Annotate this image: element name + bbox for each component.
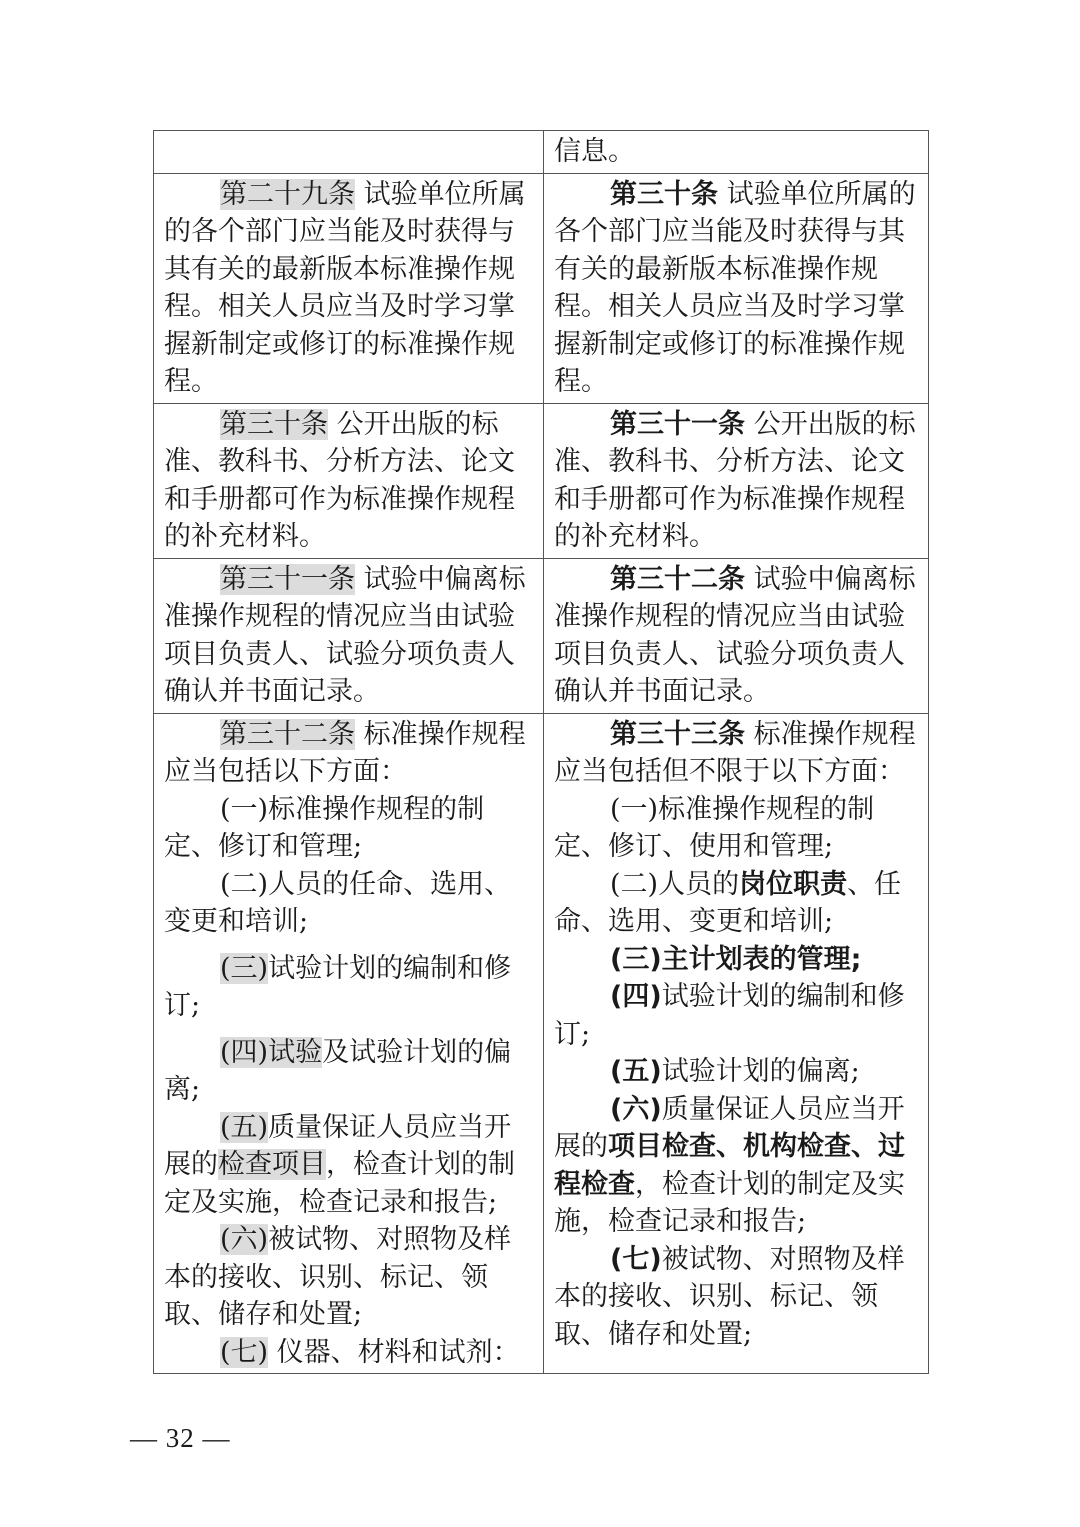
bold-revision-text: 第三十二条: [610, 563, 745, 595]
clause-text: 试验计划的偏离;: [661, 1056, 860, 1087]
clause-text: 公开出版的标准、教科书、分析方法、论文和手册都可作为标准操作规程的补充材料。: [554, 408, 916, 552]
highlighted-text: (三): [220, 952, 269, 984]
bold-revision-text: (三)主计划表的管理;: [610, 943, 862, 975]
clause-paragraph: [164, 866, 535, 941]
clause-paragraph: [554, 1241, 920, 1354]
clause-paragraph: [164, 1221, 535, 1334]
clause-text: 标准操作规程应当包括但不限于以下方面：: [554, 718, 916, 787]
clause-paragraph: [554, 941, 920, 979]
bold-revision-text: (六): [610, 1093, 662, 1125]
page-number: — 32 —: [130, 1423, 231, 1453]
clause-text: 被试物、对照物及样本的接收、识别、标记、领取、储存和处置;: [554, 1243, 905, 1350]
clause-text: 质量保证人员应当开展的: [164, 1111, 512, 1180]
highlighted-text: 第三十二条: [220, 718, 355, 750]
revised-text-cell: [544, 131, 929, 174]
revised-text-cell: [544, 403, 929, 558]
table-row: [154, 558, 929, 713]
bold-revision-text: 项目检查、机构检查、过程检查: [554, 1131, 905, 1200]
clause-paragraph: [164, 1334, 535, 1372]
clause-text: 信息。: [554, 136, 635, 167]
clause-text: 公开出版的标准、教科书、分析方法、论文和手册都可作为标准操作规程的补充材料。: [164, 408, 515, 552]
clause-paragraph: [554, 1091, 920, 1241]
clause-text: (一)标准操作规程的制定、修订和管理;: [164, 793, 485, 862]
highlighted-text: (五): [220, 1111, 269, 1143]
clause-paragraph: [554, 1053, 920, 1091]
clause-text: 试验计划的编制和修订;: [164, 952, 512, 1021]
clause-text: 被试物、对照物及样本的接收、识别、标记、领取、储存和处置;: [164, 1224, 512, 1330]
clause-text: (一)标准操作规程的制定、修订、使用和管理;: [554, 793, 875, 862]
clause-paragraph: [164, 176, 535, 401]
clause-text: 试验中偏离标准操作规程的情况应当由试验项目负责人、试验分项负责人确认并书面记录。: [554, 563, 916, 707]
bold-revision-text: (五): [610, 1056, 662, 1087]
clause-text: 试验单位所属的各个部门应当能及时获得与其有关的最新版本标准操作规程。相关人员应当及时学习掌握新制定或修订的标准操作规程。: [554, 178, 916, 397]
clause-paragraph: [164, 791, 535, 866]
clause-paragraph: [554, 716, 920, 791]
highlighted-text: 第三十条: [220, 408, 328, 440]
table-row: [154, 713, 929, 1374]
table-row: [154, 173, 929, 403]
clause-paragraph: [554, 978, 920, 1053]
highlighted-text: (四)试验: [220, 1036, 323, 1068]
clause-text: 试验计划的编制和修订;: [554, 981, 905, 1050]
original-text-cell: [154, 403, 544, 558]
clause-paragraph: [164, 1109, 535, 1222]
comparison-table: [153, 130, 929, 1374]
bold-revision-text: 第三十三条: [610, 718, 745, 750]
revised-text-cell: [544, 713, 929, 1374]
table-row: [154, 403, 929, 558]
clause-text: 试验中偏离标准操作规程的情况应当由试验项目负责人、试验分项负责人确认并书面记录。: [164, 563, 526, 707]
clause-paragraph: [164, 950, 535, 1025]
clause-paragraph: [164, 716, 535, 791]
bold-revision-text: (四): [610, 981, 662, 1012]
original-text-cell: [154, 173, 544, 403]
highlighted-text: 第三十一条: [220, 563, 355, 595]
clause-text: 试验单位所属的各个部门应当能及时获得与其有关的最新版本标准操作规程。相关人员应当及时学习掌握新制定或修订的标准操作规程。: [164, 178, 526, 397]
clause-paragraph: [554, 561, 920, 711]
original-text-cell: [154, 558, 544, 713]
clause-paragraph: [554, 176, 920, 401]
highlighted-text: 第二十九条: [220, 178, 355, 210]
clause-text: (二)人员的任命、选用、变更和培训;: [164, 868, 512, 937]
original-text-cell: [154, 713, 544, 1374]
clause-paragraph: [164, 1034, 535, 1109]
clause-text: ，检查计划的制定及实施，检查记录和报告;: [554, 1168, 905, 1237]
comparison-table-body: [154, 131, 929, 1374]
clause-paragraph: [554, 133, 920, 171]
bold-revision-text: 第三十条: [610, 178, 718, 210]
original-text-cell: [154, 131, 544, 174]
highlighted-text: 检查项目: [218, 1149, 326, 1180]
highlighted-text: (六): [220, 1224, 269, 1255]
revised-text-cell: [544, 173, 929, 403]
clause-text: 标准操作规程应当包括以下方面：: [164, 718, 526, 787]
clause-text: 、任命、选用、变更和培训;: [554, 868, 902, 937]
clause-paragraph: [554, 406, 920, 556]
clause-paragraph: [554, 791, 920, 866]
table-row: [154, 131, 929, 174]
clause-text: 及试验计划的偏离;: [164, 1036, 512, 1105]
bold-revision-text: 第三十一条: [610, 408, 745, 440]
bold-revision-text: (七): [610, 1243, 662, 1275]
clause-text: (二)人员的: [610, 868, 740, 900]
highlighted-text: (七): [220, 1336, 269, 1368]
clause-paragraph: [554, 866, 920, 941]
clause-text: 质量保证人员应当开展的: [554, 1093, 905, 1162]
clause-paragraph: [164, 406, 535, 556]
bold-revision-text: 岗位职责: [739, 868, 848, 900]
clause-paragraph: [164, 561, 535, 711]
clause-text: ，检查计划的制定及实施，检查记录和报告;: [164, 1149, 515, 1218]
revised-text-cell: [544, 558, 929, 713]
clause-text: 仪器、材料和试剂：: [268, 1336, 520, 1368]
